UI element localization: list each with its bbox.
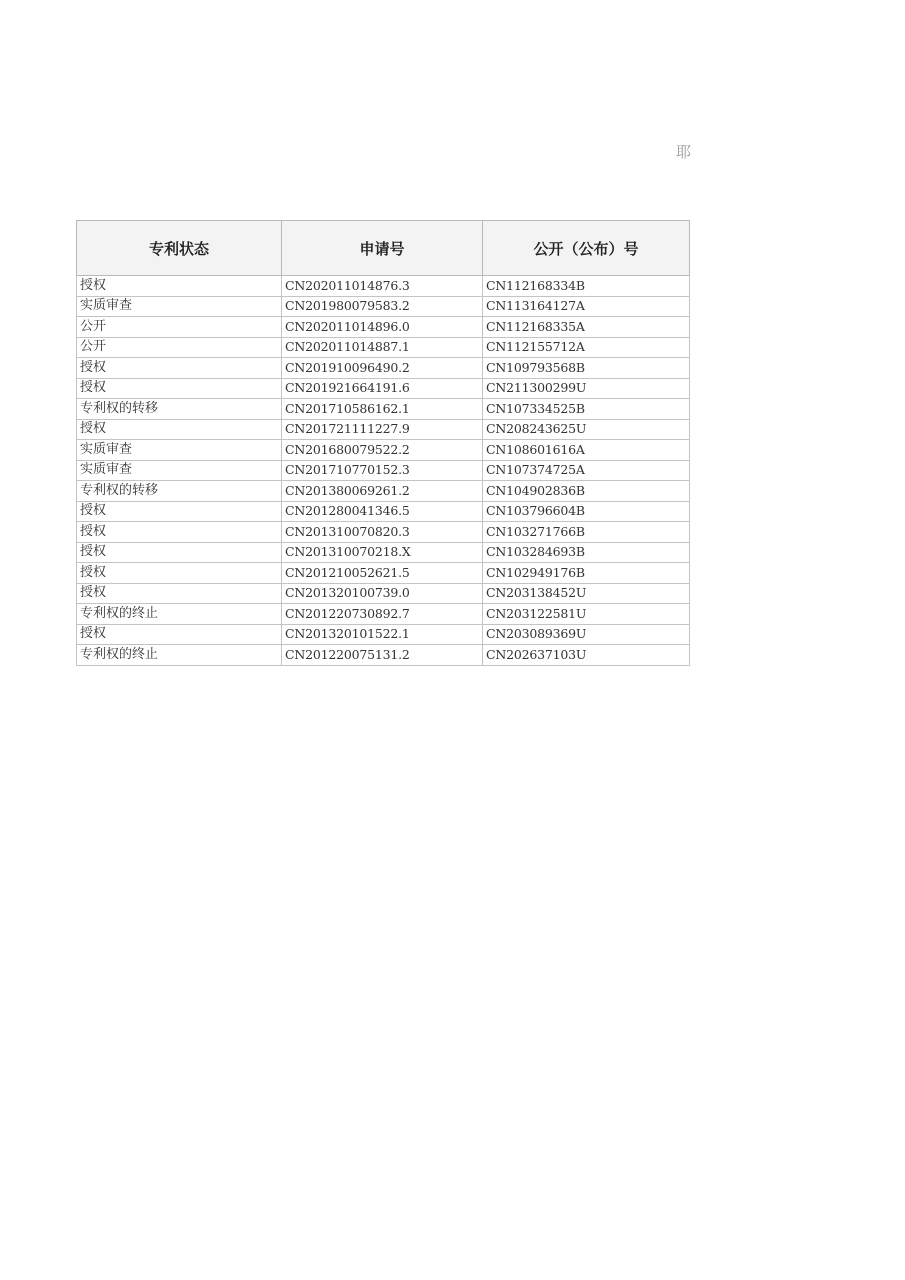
table-row xyxy=(77,583,690,604)
cell-status: 授权 xyxy=(77,358,282,379)
column-header-status: 专利状态 xyxy=(77,221,282,276)
table-row xyxy=(77,440,690,461)
table-row xyxy=(77,604,690,625)
cell-status: 授权 xyxy=(77,583,282,604)
cell-application-number: CN201921664191.6 xyxy=(282,378,483,399)
cell-application-number: CN201980079583.2 xyxy=(282,296,483,317)
cell-status: 实质审查 xyxy=(77,296,282,317)
table-row xyxy=(77,481,690,502)
cell-application-number: CN201310070820.3 xyxy=(282,522,483,543)
cell-status: 专利权的终止 xyxy=(77,604,282,625)
cell-publication-number: CN102949176B xyxy=(483,563,690,584)
table-row xyxy=(77,378,690,399)
cell-publication-number: CN104902836B xyxy=(483,481,690,502)
cell-application-number: CN201910096490.2 xyxy=(282,358,483,379)
cell-status: 授权 xyxy=(77,501,282,522)
cell-publication-number: CN103284693B xyxy=(483,542,690,563)
cell-application-number: CN201320101522.1 xyxy=(282,624,483,645)
cell-status: 专利权的转移 xyxy=(77,481,282,502)
cell-publication-number: CN109793568B xyxy=(483,358,690,379)
table-header-row xyxy=(77,221,690,276)
cell-publication-number: CN203089369U xyxy=(483,624,690,645)
cell-status: 实质审查 xyxy=(77,460,282,481)
cell-application-number: CN201710586162.1 xyxy=(282,399,483,420)
cell-status: 授权 xyxy=(77,419,282,440)
cell-application-number: CN201220730892.7 xyxy=(282,604,483,625)
cell-publication-number: CN208243625U xyxy=(483,419,690,440)
cell-application-number: CN201210052621.5 xyxy=(282,563,483,584)
cell-application-number: CN202011014876.3 xyxy=(282,276,483,297)
cell-publication-number: CN107334525B xyxy=(483,399,690,420)
table-row xyxy=(77,337,690,358)
table-row xyxy=(77,399,690,420)
corner-mark: 耶 xyxy=(676,143,692,161)
column-header-publication-number: 公开（公布）号 xyxy=(483,221,690,276)
table-row xyxy=(77,522,690,543)
cell-status: 授权 xyxy=(77,378,282,399)
table-row xyxy=(77,624,690,645)
cell-application-number: CN201721111227.9 xyxy=(282,419,483,440)
cell-publication-number: CN107374725A xyxy=(483,460,690,481)
cell-publication-number: CN203122581U xyxy=(483,604,690,625)
table-row xyxy=(77,358,690,379)
table-row xyxy=(77,542,690,563)
cell-status: 实质审查 xyxy=(77,440,282,461)
cell-status: 公开 xyxy=(77,317,282,338)
cell-publication-number: CN202637103U xyxy=(483,645,690,666)
cell-application-number: CN201320100739.0 xyxy=(282,583,483,604)
cell-status: 授权 xyxy=(77,276,282,297)
cell-application-number: CN201710770152.3 xyxy=(282,460,483,481)
table-body xyxy=(77,276,690,666)
table-row xyxy=(77,563,690,584)
table-row xyxy=(77,296,690,317)
patent-table xyxy=(76,220,690,666)
cell-publication-number: CN112155712A xyxy=(483,337,690,358)
cell-status: 授权 xyxy=(77,624,282,645)
cell-status: 授权 xyxy=(77,563,282,584)
cell-status: 专利权的转移 xyxy=(77,399,282,420)
cell-application-number: CN201680079522.2 xyxy=(282,440,483,461)
cell-publication-number: CN113164127A xyxy=(483,296,690,317)
table-row xyxy=(77,276,690,297)
column-header-application-number: 申请号 xyxy=(282,221,483,276)
cell-application-number: CN201220075131.2 xyxy=(282,645,483,666)
cell-publication-number: CN103271766B xyxy=(483,522,690,543)
table-row xyxy=(77,460,690,481)
cell-publication-number: CN112168335A xyxy=(483,317,690,338)
table-row xyxy=(77,419,690,440)
cell-application-number: CN201310070218.X xyxy=(282,542,483,563)
cell-application-number: CN201380069261.2 xyxy=(282,481,483,502)
cell-status: 专利权的终止 xyxy=(77,645,282,666)
cell-status: 授权 xyxy=(77,542,282,563)
cell-application-number: CN202011014887.1 xyxy=(282,337,483,358)
table-row xyxy=(77,501,690,522)
cell-publication-number: CN203138452U xyxy=(483,583,690,604)
table-row xyxy=(77,317,690,338)
cell-status: 公开 xyxy=(77,337,282,358)
cell-application-number: CN202011014896.0 xyxy=(282,317,483,338)
cell-publication-number: CN108601616A xyxy=(483,440,690,461)
cell-status: 授权 xyxy=(77,522,282,543)
table-row xyxy=(77,645,690,666)
cell-publication-number: CN112168334B xyxy=(483,276,690,297)
cell-publication-number: CN103796604B xyxy=(483,501,690,522)
cell-application-number: CN201280041346.5 xyxy=(282,501,483,522)
cell-publication-number: CN211300299U xyxy=(483,378,690,399)
